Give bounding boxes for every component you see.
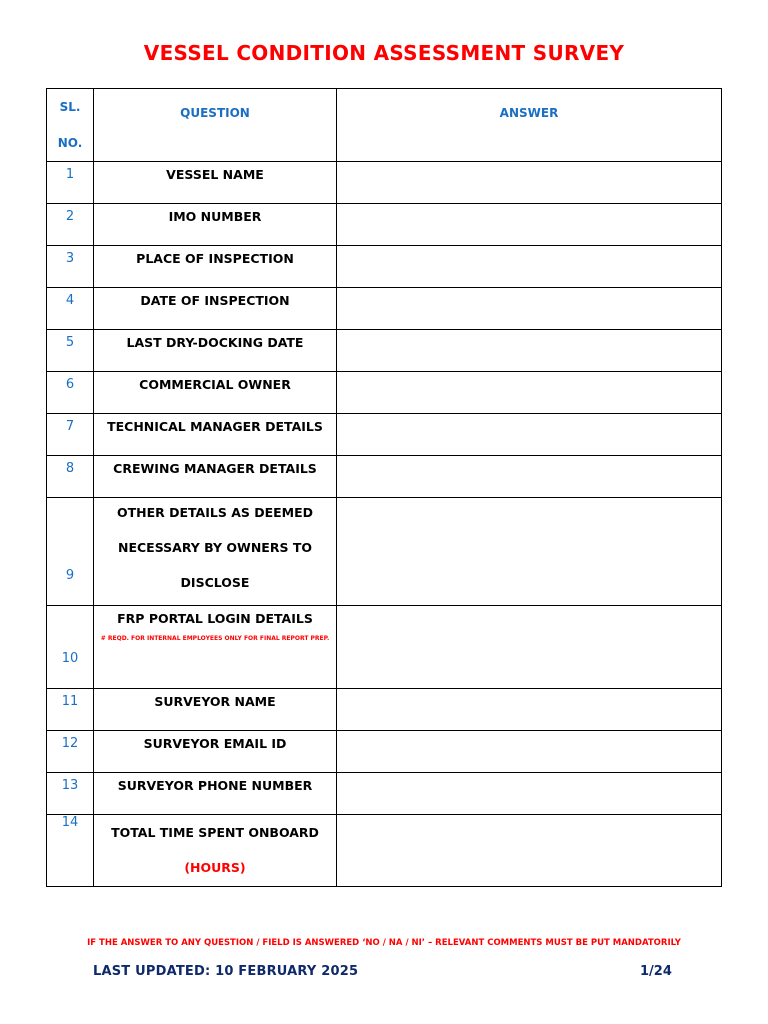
row-number: 7: [47, 414, 94, 456]
answer-field[interactable]: [337, 372, 722, 414]
table-row: [47, 773, 722, 815]
survey-table: [46, 88, 722, 887]
row-question: CREWING MANAGER DETAILS: [94, 456, 337, 498]
answer-field[interactable]: [337, 773, 722, 815]
internal-note: # REQD. FOR INTERNAL EMPLOYEES ONLY FOR FINAL REPORT PREP.: [100, 635, 330, 642]
row-question: SURVEYOR NAME: [94, 689, 337, 731]
table-row: [47, 815, 722, 887]
header-question: QUESTION: [94, 89, 337, 162]
mandatory-comments-note: IF THE ANSWER TO ANY QUESTION / FIELD IS ANSWERED ‘NO / NA / NI’ – RELEVANT COMMENTS MUST BE PUT MANDATORILY: [87, 938, 681, 948]
row-question: SURVEYOR EMAIL ID: [94, 731, 337, 773]
row-question-text: TOTAL TIME SPENT ONBOARD: [111, 825, 319, 840]
header-sl-line2: NO.: [57, 136, 83, 150]
answer-field[interactable]: [337, 414, 722, 456]
row-question: [94, 815, 337, 887]
row-number: 10: [47, 606, 94, 689]
row-question-line: OTHER DETAILS AS DEEMED: [116, 505, 314, 520]
row-number: 11: [47, 689, 94, 731]
table-row: [47, 606, 722, 689]
row-question: DATE OF INSPECTION: [94, 288, 337, 330]
row-number: 13: [47, 773, 94, 815]
header-sl-line1: SL.: [59, 100, 81, 114]
answer-field[interactable]: [337, 606, 722, 689]
row-question: VESSEL NAME: [94, 162, 337, 204]
row-question: IMO NUMBER: [94, 204, 337, 246]
row-number: 3: [47, 246, 94, 288]
answer-field[interactable]: [337, 456, 722, 498]
row-number: 6: [47, 372, 94, 414]
answer-field[interactable]: [337, 815, 722, 887]
page-title: VESSEL CONDITION ASSESSMENT SURVEY: [143, 41, 625, 65]
row-question: SURVEYOR PHONE NUMBER: [94, 773, 337, 815]
table-row: [47, 498, 722, 606]
row-question-text: FRP PORTAL LOGIN DETAILS: [117, 611, 313, 626]
row-question-line: DISCLOSE: [180, 575, 250, 590]
table-row: [47, 162, 722, 204]
table-row: [47, 288, 722, 330]
row-number: 9: [47, 498, 94, 606]
row-question: TECHNICAL MANAGER DETAILS: [94, 414, 337, 456]
answer-field[interactable]: [337, 204, 722, 246]
answer-field[interactable]: [337, 731, 722, 773]
row-number: 5: [47, 330, 94, 372]
row-number: 1: [47, 162, 94, 204]
table-row: [47, 689, 722, 731]
hours-unit-label: (HOURS): [184, 860, 246, 875]
row-number: 14: [47, 815, 94, 887]
last-updated-label: LAST UPDATED: 10 FEBRUARY 2025: [93, 964, 359, 979]
answer-field[interactable]: [337, 330, 722, 372]
table-row: [47, 330, 722, 372]
table-row: [47, 246, 722, 288]
row-number: 12: [47, 731, 94, 773]
table-header-row: [47, 89, 722, 162]
answer-field[interactable]: [337, 498, 722, 606]
table-row: [47, 731, 722, 773]
table-row: [47, 204, 722, 246]
row-question: COMMERCIAL OWNER: [94, 372, 337, 414]
row-question: [94, 498, 337, 606]
table-row: [47, 414, 722, 456]
row-question: LAST DRY-DOCKING DATE: [94, 330, 337, 372]
answer-field[interactable]: [337, 689, 722, 731]
row-question-line: NECESSARY BY OWNERS TO: [118, 540, 312, 555]
header-answer: ANSWER: [337, 89, 722, 162]
answer-field[interactable]: [337, 288, 722, 330]
page-number: 1/24: [640, 964, 672, 979]
answer-field[interactable]: [337, 162, 722, 204]
row-question: [94, 606, 337, 689]
answer-field[interactable]: [337, 246, 722, 288]
row-number: 2: [47, 204, 94, 246]
row-number: 4: [47, 288, 94, 330]
row-question: PLACE OF INSPECTION: [94, 246, 337, 288]
row-number: 8: [47, 456, 94, 498]
table-row: [47, 456, 722, 498]
table-row: [47, 372, 722, 414]
header-sl-no: [47, 89, 94, 162]
